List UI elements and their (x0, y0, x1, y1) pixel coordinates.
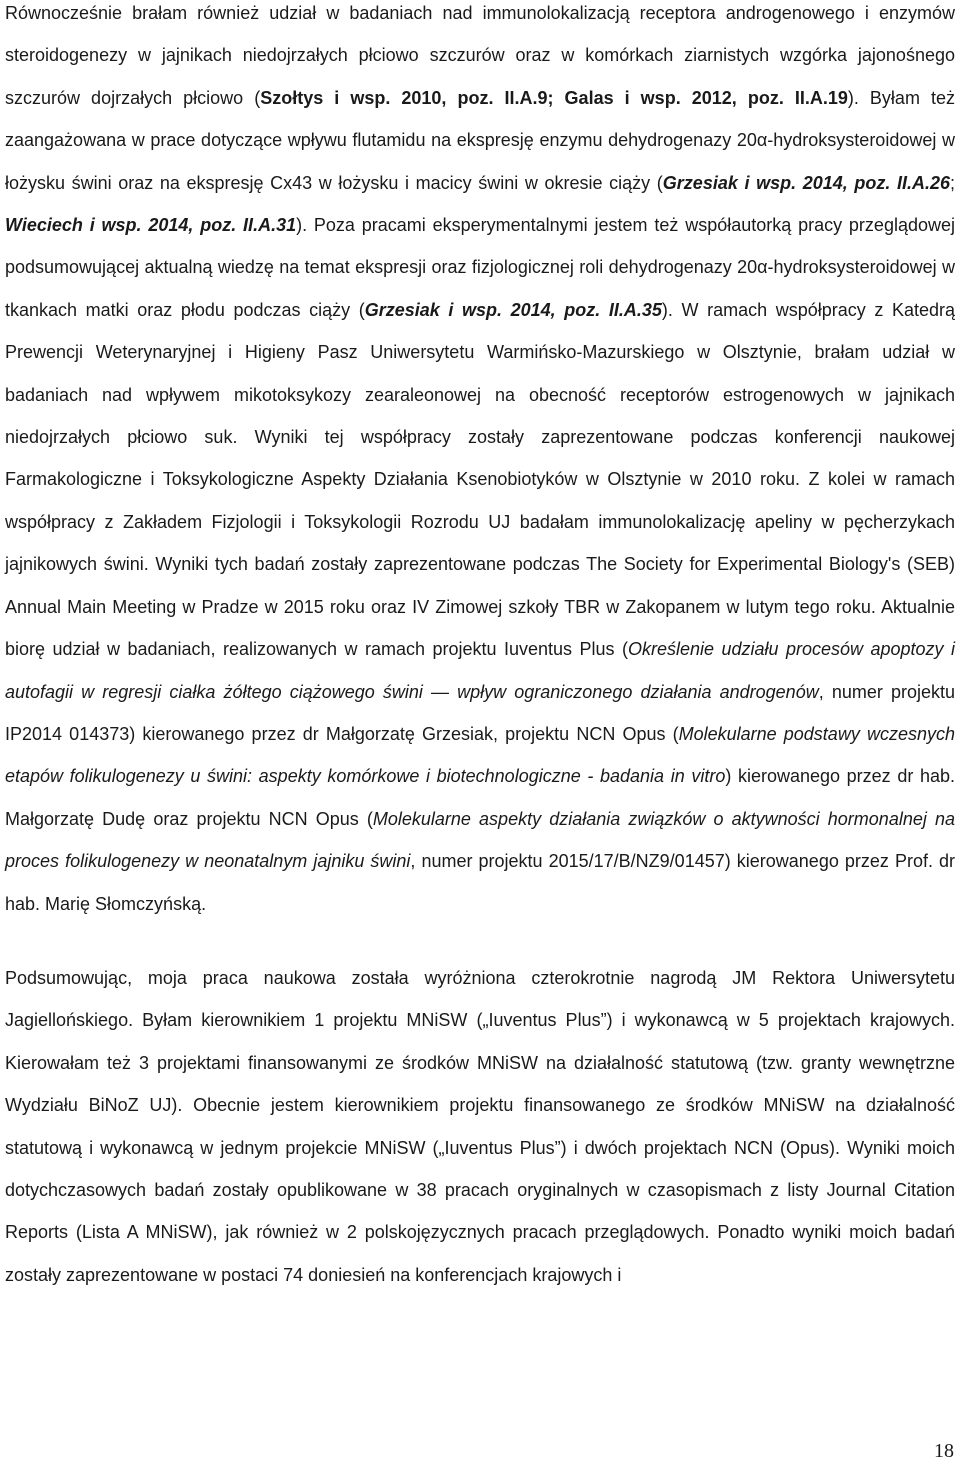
text-span: ). Byłam też zaangażowana w prace dotyczące wpływu flutamidu na ekspresję enzymu dehydrogenazy 20α-hydroksysteroidowej w łożysku świni oraz na ekspresję Cx43 w łożysku i macicy świni w okresie ciąży ( (5, 87, 955, 193)
citation-ref: Szołtys i wsp. 2010, poz. II.A.9; Galas i wsp. 2012, poz. II.A.19 (260, 87, 848, 108)
paragraph-research (5, 0, 955, 925)
project-title: Molekularne aspekty działania związków o aktywności hormonalnej na proces folikulogenezy w neonatalnym jajniku świni (5, 808, 955, 872)
text-span: ). Poza pracami eksperymentalnymi jestem też współautorką pracy przeglądowej podsumowującej aktualną wiedzę na temat ekspresji oraz fizjologicznej roli dehydrogenazy 20α-hydroksysteroidowej w tkankach matki oraz płodu podczas ciąży ( (5, 215, 955, 320)
page-number: 18 (934, 1440, 954, 1462)
project-title: Określenie udziału procesów apoptozy i autofagii w regresji ciałka żółtego ciążowego świni — wpływ ograniczonego działania androgenów (5, 639, 956, 702)
paragraph-summary: Podsumowując, moja praca naukowa została wyróżniona czterokrotnie nagrodą JM Rektora Uniwersytetu Jagiellońskiego. Byłam kierownikiem 1 projektu MNiSW („Iuventus Plus”) i wykonawcą w 5 projektach krajowych. Kierowałam też 3 projektami finansowanymi ze środków MNiSW na działalność statutową (tzw. granty wewnętrzne Wydziału BiNoZ UJ). Obecnie jestem kierownikiem projektu finansowanego ze środków MNiSW na działalność statutową i wykonawcą w jednym projekcie MNiSW („Iuventus Plus”) i dwóch projektach NCN (Opus). Wyniki moich dotychczasowych badań zostały opublikowane w 38 pracach oryginalnych w czasopismach z listy Journal Citation Reports (Lista A MNiSW), jak również w 2 polskojęzycznych pracach przeglądowych. Ponadto wyniki moich badań zostały zaprezentowane w postaci 74 doniesień na konferencjach krajowych i (5, 967, 955, 1285)
citation-ref: Wieciech i wsp. 2014, poz. II.A.31 (5, 215, 297, 236)
project-title: Molekularne podstawy wczesnych etapów folikulogenezy u świni: aspekty komórkowe i biotechnologiczne - badania in vitro (5, 723, 955, 787)
text-span: ) kierowanego przez dr hab. Małgorzatę Dudę oraz projektu NCN Opus ( (5, 766, 955, 829)
text-span: , numer projektu 2015/17/B/NZ9/01457) kierowanego przez Prof. dr hab. Marię Słomczyńską. (5, 851, 955, 914)
citation-ref: Grzesiak i wsp. 2014, poz. II.A.26 (662, 172, 950, 193)
text-span: ). W ramach współpracy z Katedrą Prewencji Weterynaryjnej i Higieny Pasz Uniwersytetu Warmińsko-Mazurskiego w Olsztynie, brałam udział w badaniach nad wpływem mikotoksykozy zearaleonowej na obecność receptorów estrogenowych w jajnikach niedojrzałych płciowo suk. Wyniki tej współpracy zostały zaprezentowane podczas konferencji naukowej Farmakologiczne i Toksykologiczne Aspekty Działania Ksenobiotyków w Olsztynie w 2010 roku. Z kolei w ramach współpracy z Zakładem Fizjologii i Toksykologii Rozrodu UJ badałam immunolokalizację apeliny w pęcherzykach jajnikowych świni. Wyniki tych badań zostały zaprezentowane podczas The Society for Experimental Biology's (SEB) Annual Main Meeting w Pradze w 2015 roku oraz IV Zimowej szkoły TBR w Zakopanem w lutym tego roku. Aktualnie biorę udział w badaniach, realizowanych w ramach projektu Iuventus Plus ( (5, 299, 955, 660)
text-span: , numer projektu IP2014 014373) kierowanego przez dr Małgorzatę Grzesiak, projektu NCN Opus ( (5, 681, 955, 744)
document-page (5, 0, 955, 1296)
text-span: Równocześnie brałam również udział w badaniach nad immunolokalizacją receptora androgenowego i enzymów steroidogenezy w jajnikach niedojrzałych płciowo szczurów oraz w komórkach ziarnistych wzgórka jajonośnego szczurów dojrzałych płciowo ( (5, 3, 955, 108)
citation-ref: Grzesiak i wsp. 2014, poz. II.A.35 (364, 299, 662, 320)
text-span: ; (950, 172, 956, 193)
